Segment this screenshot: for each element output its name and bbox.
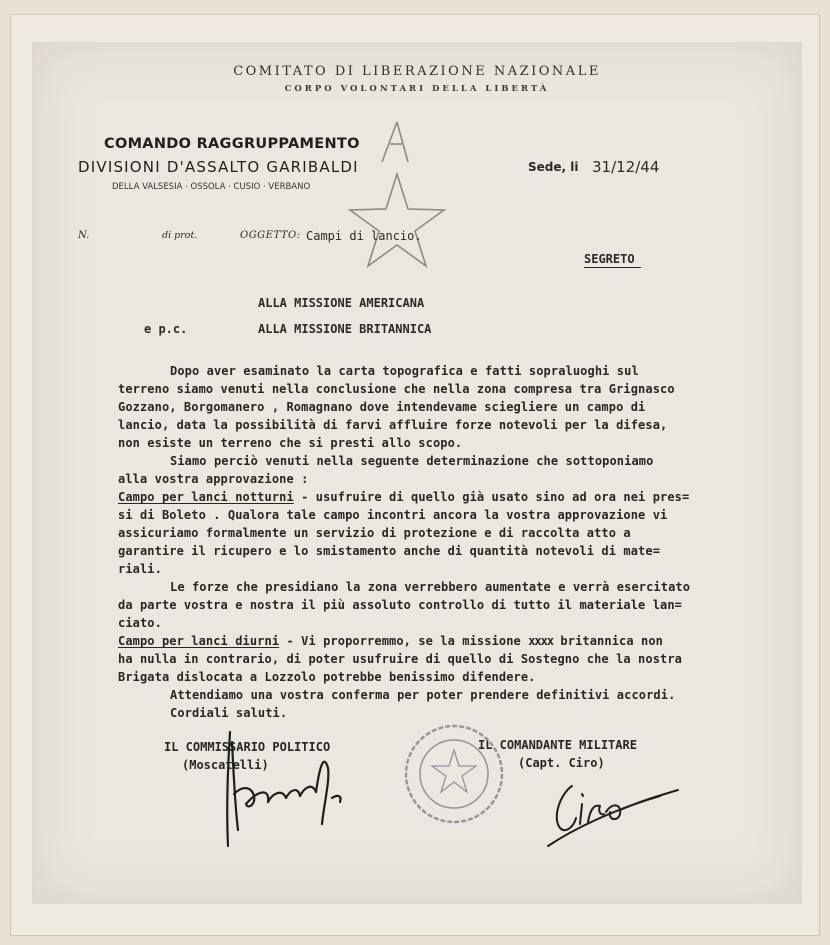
moscatelli-signature-icon [212,724,362,854]
letterhead-committee: COMITATO DI LIBERAZIONE NAZIONALE [233,64,601,79]
subject-label: OGGETTO: [240,230,301,241]
letterhead-corps: CORPO VOLONTARI DELLA LIBERTÀ [284,84,550,94]
division-name: DIVISIONI D'ASSALTO GARIBALDI [78,158,359,176]
number-label: N. [78,230,90,241]
body-line: Gozzano, Borgomanero , Romagnano dove intendevame sciegliere un campo di [118,400,646,414]
body-line: lancio, data la possibilità di farvi affluire forze notevoli per la difesa, [118,418,668,432]
command-title: COMANDO RAGGRUPPAMENTO [104,136,360,152]
body-line: garantire il ricupero e lo smistamento anche di quantità notevoli di mate= [118,544,661,558]
day-drop-heading: Campo per lanci diurni [118,634,280,648]
addressee-british: ALLA MISSIONE BRITANNICA [258,322,432,336]
cc-label: e p.c. [144,322,188,336]
struck-out-text: xxxx [528,634,554,648]
ciro-signature-icon [542,766,682,856]
military-commander-title: IL COMANDANTE MILITARE [478,738,637,752]
body-line: Le forze che presidiano la zona verrebbero aumentate e verrà esercitato [170,580,691,594]
body-line: assicuriamo formalmente un servizio di protezione e di raccolta atto a [118,526,631,540]
body-line: Dopo aver esaminato la carta topografica e fatti sopraluoghi sul [170,364,639,378]
body-line: Attendiamo una vostra conferma per poter prendere definitivi accordi. [170,688,676,702]
secret-marking: SEGRETO [584,252,641,268]
body-line: si di Boleto . Qualora tale campo incontri ancora la vostra approvazione vi [118,508,668,522]
protocol-label: di prot. [162,230,198,241]
document-sheet [32,42,802,904]
body-line [118,634,663,648]
addressee-american: ALLA MISSIONE AMERICANA [258,296,425,310]
political-commissar-title: IL COMMISSARIO POLITICO [164,740,331,754]
night-drop-text: - usufruire di quello già usato sino ad ora nei pres= [293,490,690,504]
body-line [118,490,689,504]
subject-value: Campi di lancio. [306,229,422,243]
body-line: Brigata dislocata a Lozzolo potrebbe benissimo difendere. [118,670,536,684]
body-line: da parte vostra e nostra il più assoluto controllo di tutto il materiale lan= [118,598,682,612]
day-drop-text-end: britannica non [553,634,663,648]
body-line: Siamo perciò venuti nella seguente determinazione che sottoponiamo [170,454,654,468]
political-commissar-name: (Moscatelli) [182,758,269,772]
place-date-label: Sede, li [528,160,579,174]
day-drop-text: - Vi proporremmo, se la missione [279,634,529,648]
body-line: Cordiali saluti. [170,706,288,720]
star-emblem-icon [322,114,472,284]
military-commander-name: (Capt. Ciro) [518,756,605,770]
night-drop-heading: Campo per lanci notturni [118,490,294,504]
body-line: non esiste un terreno che si presti allo scopo. [118,436,463,450]
division-areas: DELLA VALSESIA · OSSOLA · CUSIO · VERBANO [112,182,311,192]
body-line: riali. [118,562,162,576]
official-stamp-icon [402,722,506,826]
body-line: terreno siamo venuti nella conclusione che nella zona compresa tra Grignasco [118,382,675,396]
body-line: ciato. [118,616,162,630]
body-line: ha nulla in contrario, di poter usufruire di quello di Sostegno che la nostra [118,652,682,666]
letter-date: 31/12/44 [592,158,660,176]
body-line: alla vostra approvazione : [118,472,309,486]
